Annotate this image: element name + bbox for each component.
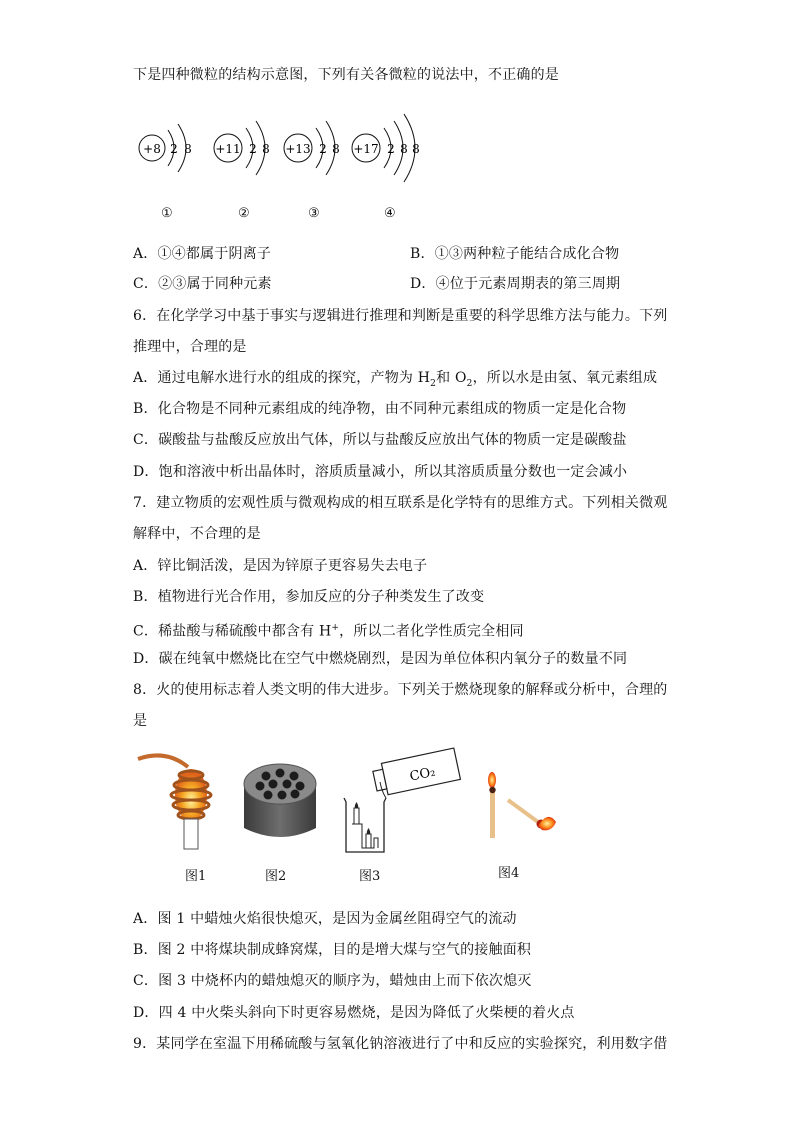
figure-2-label: 图2 [265,869,287,884]
figure-4-label: 图4 [498,866,520,881]
atom-3-shell-1: 2 [319,142,327,156]
q7-option-a: A．锌比铜活泼，是因为锌原子更容易失去电子 [133,558,428,574]
atom-4-shell-2: 8 [400,142,408,156]
atom-label-4: ④ [384,206,396,221]
atom-2-shell-1: 2 [249,142,257,156]
q6-stem-line2: 推理中，合理的是 [133,339,247,355]
q5-option-b: B．①③两种粒子能结合成化合物 [410,246,620,262]
atom-2-nucleus: +11 [215,142,241,156]
q6-option-a: A．通过电解水进行水的组成的探究，产物为 $H_2$和 $O_2$，所以水是由氢、氧元素组成 [133,370,658,389]
q5-option-c: C．②③属于同种元素 [133,276,272,292]
figure-1-label: 图1 [185,869,207,884]
atom-label-2: ② [238,206,250,221]
atom-1-nucleus: +8 [143,142,161,156]
atom-4-shell-1: 2 [387,142,395,156]
q7-stem-line1: 7．建立物质的宏观性质与微观构成的相互联系是化学特有的思维方式。下列相关微观 [133,495,668,511]
q8-stem-line2: 是 [133,713,148,729]
atom-4-nucleus: +17 [353,142,379,156]
atom-1-shell-2: 8 [184,142,192,156]
atom-diagram-4 [352,114,420,182]
q8-option-a: A．图 1 中蜡烛火焰很快熄灭，是因为金属丝阻碍空气的流动 [133,911,517,927]
q6-stem-line1: 6．在化学学习中基于事实与逻辑进行推理和判断是重要的科学思维方法与能力。下列 [133,308,668,324]
q7-option-d: D．碳在纯氧中燃烧比在空气中燃烧剧烈，是因为单位体积内氧分子的数量不同 [133,651,628,667]
atom-3-shell-2: 8 [332,142,340,156]
atom-label-1: ① [161,206,173,221]
figure-3-label: 图3 [359,869,381,884]
atom-structure-diagrams [130,108,430,188]
atom-label-3: ③ [308,206,320,221]
atom-diagram-1 [139,124,192,172]
q8-stem-line1: 8．火的使用标志着人类文明的伟大进步。下列关于燃烧现象的解释或分析中，合理的 [133,682,668,698]
atom-3-nucleus: +13 [285,142,311,156]
q9-stem-line1: 9．某同学在室温下用稀硫酸与氢氧化钠溶液进行了中和反应的实验探究，利用数字借 [133,1036,668,1052]
atom-4-shell-3: 8 [412,142,420,156]
q6-option-c: C．碳酸盐与盐酸反应放出气体，所以与盐酸反应放出气体的物质一定是碳酸盐 [133,432,627,448]
atom-1-shell-1: 2 [170,142,178,156]
figure-1-candle-coil [136,745,226,850]
q8-option-b: B．图 2 中将煤块制成蜂窝煤，目的是增大煤与空气的接触面积 [133,942,532,958]
q7-option-b: B．植物进行光合作用，参加反应的分子种类发生了改变 [133,589,485,605]
q8-option-c: C．图 3 中烧杯内的蜡烛熄灭的顺序为，蜡烛由上而下依次熄灭 [133,973,532,989]
q7-stem-line2: 解释中，不合理的是 [133,526,261,542]
q5-option-a: A．①④都属于阴离子 [133,246,272,262]
atom-diagram-3 [284,121,340,175]
q5-option-d: D．④位于元素周期表的第三周期 [410,276,621,292]
co2-label: CO₂ [408,764,437,785]
q8-option-d: D．四 4 中火柴头斜向下时更容易燃烧，是因为降低了火柴梗的着火点 [133,1005,575,1021]
atom-2-shell-2: 8 [262,142,270,156]
atom-diagram-2 [214,121,270,175]
q6-option-b: B．化合物是不同种元素组成的纯净物，由不同种元素组成的物质一定是化合物 [133,401,627,417]
q6-option-d: D．饱和溶液中析出晶体时，溶质质量减小，所以其溶质质量分数也一定会减小 [133,464,628,480]
q5-stem: 下是四种微粒的结构示意图，下列有关各微粒的说法中，不正确的是 [133,67,559,83]
figure-4-matches [480,770,560,840]
figure-2-honeycomb-coal [240,758,320,848]
figure-3-co2-beaker [338,742,463,854]
q7-option-c: C．稀盐酸与稀硫酸中都含有 H+，所以二者化学性质完全相同 [133,623,524,640]
